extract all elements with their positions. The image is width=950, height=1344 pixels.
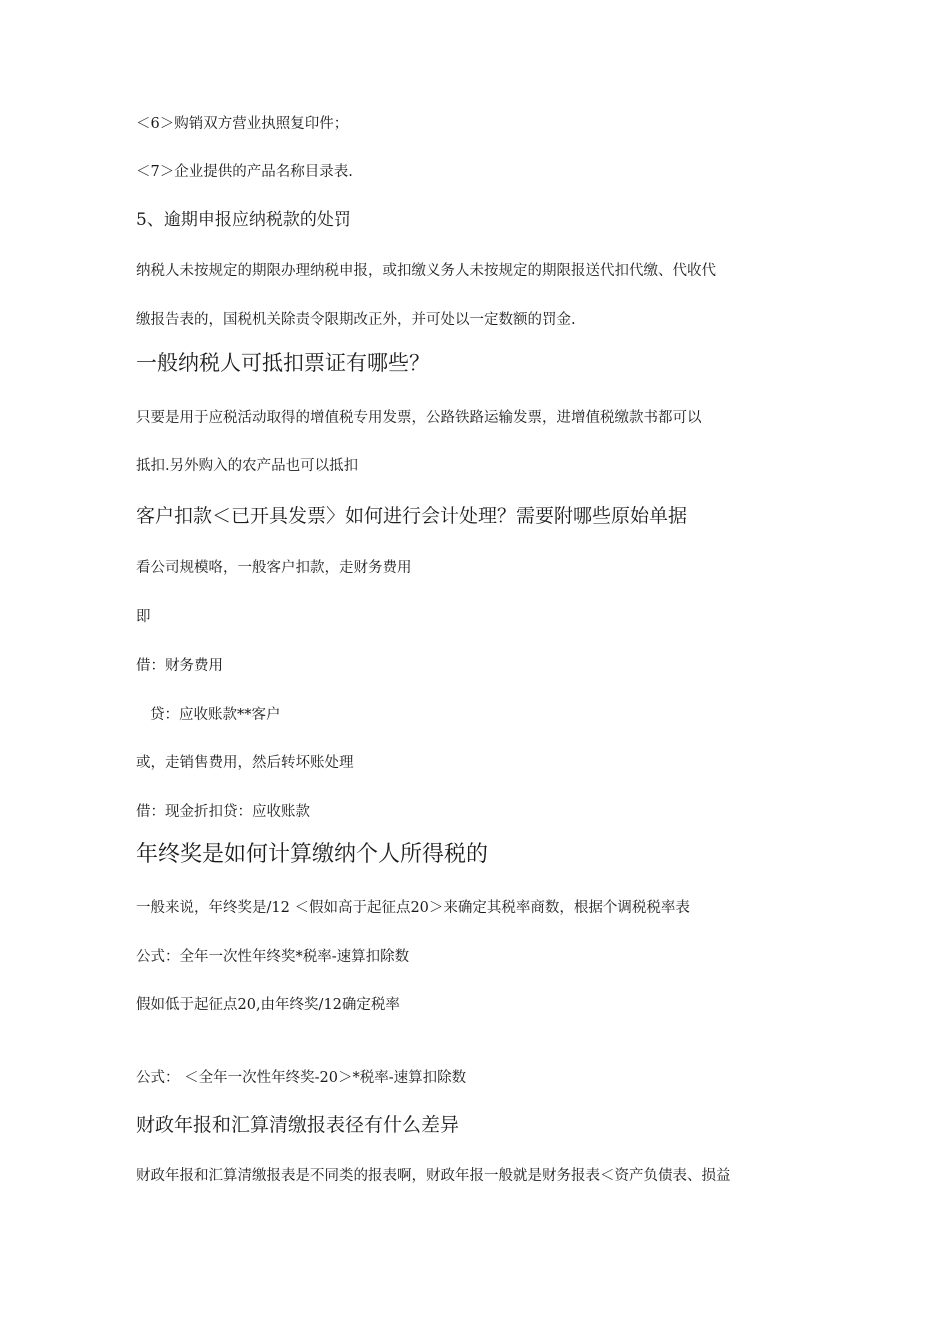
journal-credit-1: 贷：应收账款**客户 (150, 707, 281, 723)
formula-1: 公式：全年一次性年终奖*税率-速算扣除数 (136, 949, 410, 965)
journal-entry-2: 借：现金折扣贷：应收账款 (136, 804, 310, 820)
paragraph-deduction-3: 或，走销售费用，然后转坏账处理 (136, 755, 354, 771)
heading-deductible-vouchers: 一般纳税人可抵扣票证有哪些？ (136, 351, 430, 375)
paragraph-penalty-2: 缴报告表的，国税机关除责令限期改正外，并可处以一定数额的罚金. (136, 312, 576, 328)
paragraph-penalty-1: 纳税人未按规定的期限办理纳税申报，或扣缴义务人未按规定的期限报送代扣代缴、代收代 (136, 263, 716, 279)
journal-debit-1: 借：财务费用 (136, 658, 223, 674)
heading-customer-deduction: 客户扣款＜已开具发票〉如何进行会计处理？需要附哪些原始单据 (136, 505, 688, 527)
list-item-7: ＜7＞企业提供的产品名称目录表. (136, 164, 353, 180)
paragraph-bonus-2: 假如低于起征点20,由年终奖/12确定税率 (136, 997, 400, 1013)
paragraph-vouchers-2: 抵扣.另外购入的农产品也可以抵扣 (136, 458, 359, 474)
paragraph-deduction-2: 即 (136, 609, 151, 625)
heading-annual-report-difference: 财政年报和汇算清缴报表径有什么差异 (136, 1114, 460, 1136)
paragraph-deduction-1: 看公司规模咯，一般客户扣款，走财务费用 (136, 560, 412, 576)
heading-year-end-bonus: 年终奖是如何计算缴纳个人所得税的 (136, 842, 489, 867)
list-item-6: ＜6＞购销双方营业执照复印件； (136, 116, 349, 132)
paragraph-bonus-1: 一般来说，年终奖是/12 ＜假如高于起征点20＞来确定其税率商数，根据个调税税率表 (136, 900, 690, 916)
formula-2: 公式： ＜全年一次性年终奖-20＞*税率-速算扣除数 (136, 1070, 467, 1086)
section-heading-5: 5、逾期申报应纳税款的处罚 (136, 210, 351, 230)
paragraph-annual-report-1: 财政年报和汇算清缴报表是不同类的报表啊，财政年报一般就是财务报表＜资产负债表、损益 (136, 1168, 731, 1184)
paragraph-vouchers-1: 只要是用于应税活动取得的增值税专用发票，公路铁路运输发票，进增值税缴款书都可以 (136, 410, 702, 426)
